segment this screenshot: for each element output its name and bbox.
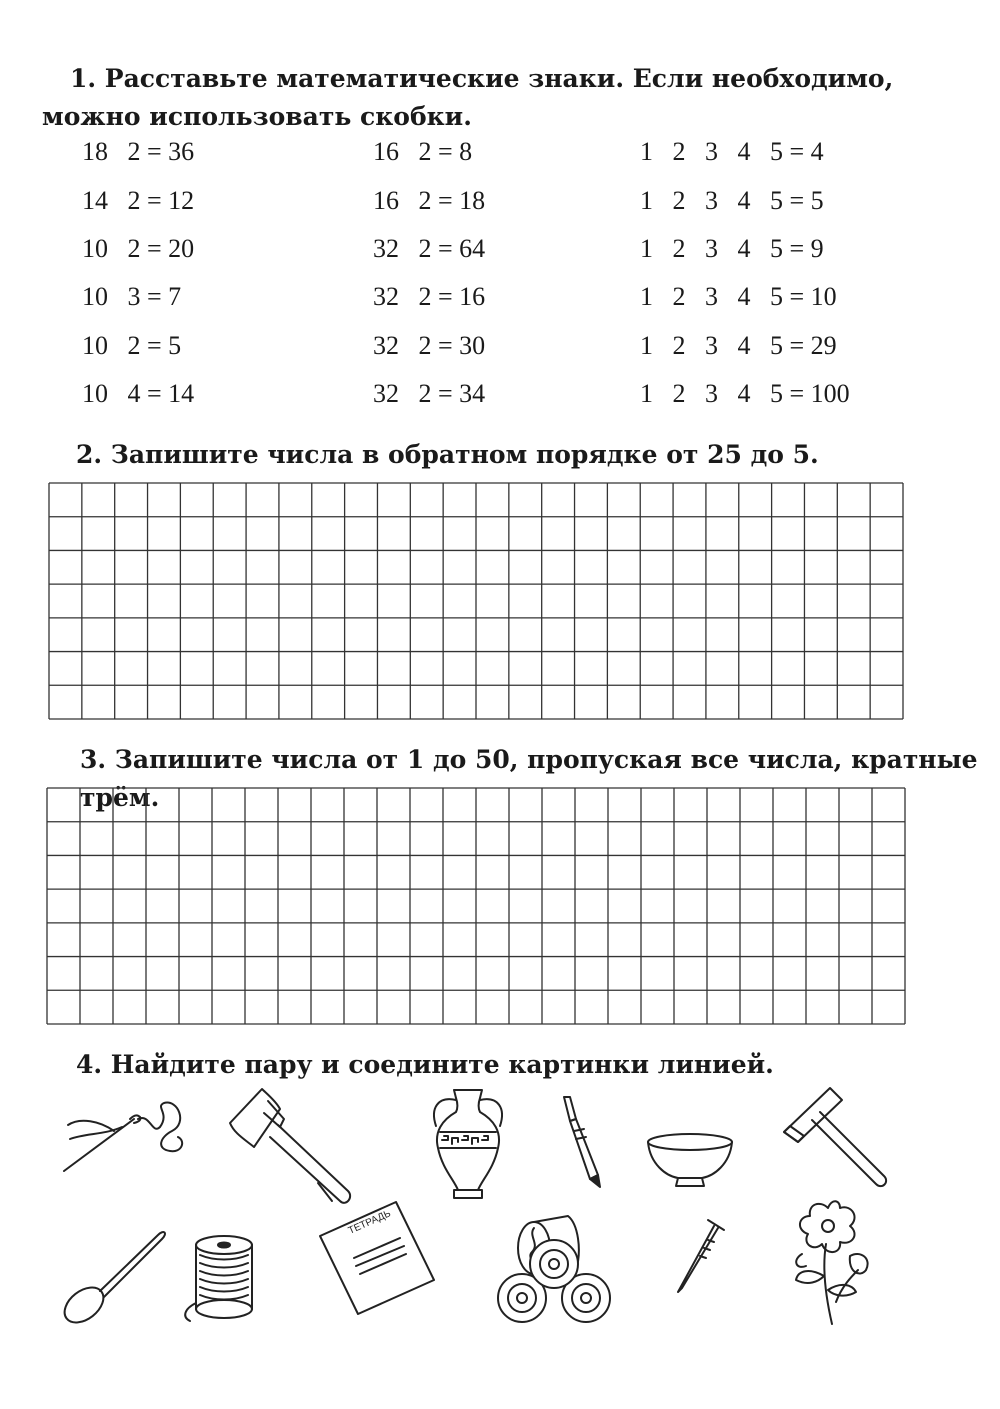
pen-icon[interactable] [560, 1095, 610, 1190]
task-1-title: 1. Расставьте математические знаки. Если необходимо, можно использовать скобки. [42, 64, 894, 131]
needle-icon[interactable] [60, 1105, 190, 1175]
task-4-title: 4. Найдите пару и соедините картинки линией. [76, 1050, 774, 1079]
equation: 18 2 = 36 [82, 137, 195, 166]
hammer-icon[interactable] [780, 1080, 898, 1188]
equation: 10 4 = 14 [82, 379, 195, 408]
nail-icon[interactable] [668, 1218, 728, 1298]
equation: 16 2 = 8 [373, 137, 473, 166]
equation: 10 2 = 20 [82, 234, 195, 263]
axe-icon[interactable] [222, 1083, 362, 1213]
answer-grid-2[interactable] [48, 482, 904, 720]
equation: 1 2 3 4 5 = 10 [640, 282, 837, 311]
equation: 32 2 = 34 [373, 379, 486, 408]
notebook-label: ТЕТРАДЬ [346, 1208, 393, 1237]
flower-icon[interactable] [790, 1198, 876, 1328]
equation: 32 2 = 30 [373, 331, 486, 360]
equation: 1 2 3 4 5 = 9 [640, 234, 824, 263]
equation: 1 2 3 4 5 = 100 [640, 379, 850, 408]
equation: 1 2 3 4 5 = 4 [640, 137, 824, 166]
equation: 10 3 = 7 [82, 282, 182, 311]
equation: 14 2 = 12 [82, 186, 195, 215]
amphora-icon[interactable] [428, 1086, 508, 1202]
notebook-icon[interactable] [316, 1198, 438, 1318]
task-3-title: 3. Запишите числа от 1 до 50, пропуская все числа, кратные трём. [80, 745, 978, 812]
thread-spool-icon[interactable] [180, 1233, 266, 1328]
task-2-title: 2. Запишите числа в обратном порядке от 25 до 5. [76, 440, 819, 469]
logs-icon[interactable] [494, 1210, 618, 1332]
equation: 10 2 = 5 [82, 331, 182, 360]
bowl-icon[interactable] [644, 1130, 736, 1192]
spoon-icon[interactable] [62, 1225, 172, 1327]
answer-grid-3[interactable] [46, 787, 906, 1025]
equation: 16 2 = 18 [373, 186, 486, 215]
equation: 32 2 = 64 [373, 234, 486, 263]
equation: 1 2 3 4 5 = 5 [640, 186, 824, 215]
equation: 32 2 = 16 [373, 282, 486, 311]
equation: 1 2 3 4 5 = 29 [640, 331, 837, 360]
